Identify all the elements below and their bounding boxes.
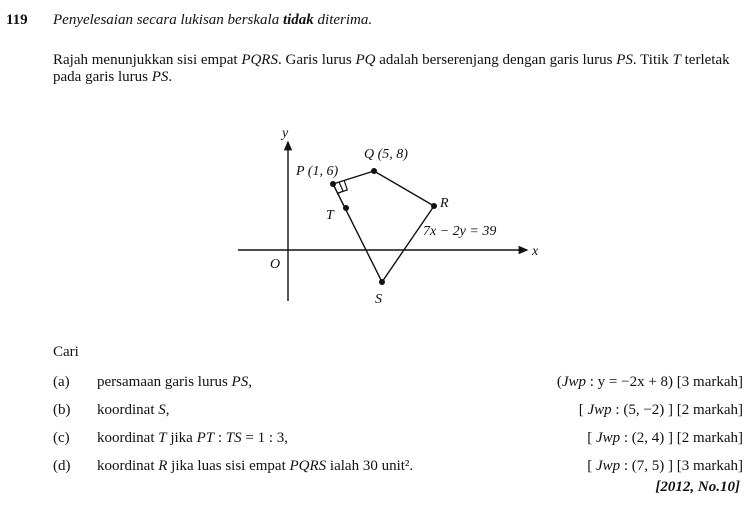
part-label: (a)	[53, 374, 70, 390]
text-run: : (2, 4) ] [2 markah]	[620, 430, 743, 446]
italic-term: Jwp	[561, 374, 586, 390]
italic-term: PQ	[355, 52, 376, 68]
text-run: koordinat	[97, 430, 159, 446]
italic-term: PS	[231, 374, 249, 390]
text-run: : (5, −2) ] [2 markah]	[611, 402, 743, 418]
part-label: (c)	[53, 430, 70, 446]
note-prefix: Penyelesaian secara lukisan berskala	[53, 12, 283, 28]
quadrilateral-diagram	[230, 120, 550, 315]
part-text	[97, 458, 413, 475]
italic-term: Jwp	[595, 430, 621, 446]
italic-term: T	[158, 430, 167, 446]
italic-term: PT	[196, 430, 215, 446]
label-r: R	[440, 196, 449, 211]
text-run: koordinat	[97, 402, 159, 418]
label-p: P (1, 6)	[296, 164, 339, 179]
x-axis-label: x	[532, 244, 539, 259]
text-run: koordinat	[97, 458, 159, 474]
text-run: : (7, 5) ] [3 markah]	[620, 458, 743, 474]
italic-term: PQRS	[289, 458, 327, 474]
italic-term: PS	[616, 52, 633, 68]
point-s	[379, 279, 385, 285]
line-equation-label: 7x − 2y = 39	[423, 224, 497, 239]
point-t	[343, 205, 349, 211]
part-answer	[557, 374, 743, 391]
italic-term: R	[158, 458, 168, 474]
part-label: (d)	[53, 458, 71, 474]
italic-term: TS	[225, 430, 242, 446]
part-answer	[587, 430, 743, 447]
label-q: Q (5, 8)	[364, 147, 408, 162]
part-a	[53, 374, 743, 392]
text-run: ,	[165, 402, 170, 418]
point-r	[431, 203, 437, 209]
text-run: .	[409, 458, 414, 474]
text-run: [	[578, 402, 588, 418]
part-text	[97, 374, 252, 391]
italic-term: S	[158, 402, 166, 418]
text-run: ialah 30 unit²	[326, 458, 410, 474]
text-run: adalah berserenjang dengan garis lurus	[375, 52, 617, 68]
cari-label: Cari	[53, 344, 79, 360]
text-run: (	[556, 374, 562, 390]
text-run: . Garis lurus	[277, 52, 356, 68]
italic-term: Jwp	[595, 458, 621, 474]
part-d	[53, 458, 743, 476]
text-run: .	[168, 69, 173, 85]
text-run: jika luas sisi empat	[167, 458, 290, 474]
part-text	[97, 402, 170, 419]
part-answer	[587, 458, 743, 475]
text-run: ,	[248, 374, 252, 390]
italic-term: PS	[151, 69, 169, 85]
instruction-note	[53, 12, 372, 29]
part-b	[53, 402, 743, 420]
quadrilateral-pqrs	[333, 171, 434, 282]
part-text	[97, 430, 288, 447]
exam-reference: [2012, No.10]	[655, 479, 740, 495]
part-label: (b)	[53, 402, 71, 418]
text-run: persamaan garis lurus	[97, 374, 232, 390]
text-run: jika	[166, 430, 197, 446]
question-number: 119	[6, 12, 28, 28]
text-run: :	[214, 430, 226, 446]
text-run: : y = −2x + 8) [3 markah]	[585, 374, 743, 390]
text-run: . Titik	[632, 52, 673, 68]
text-run: = 1 : 3,	[241, 430, 289, 446]
origin-label: O	[270, 257, 281, 272]
italic-term: T	[672, 52, 681, 68]
label-t: T	[326, 208, 334, 223]
text-run: [	[587, 458, 596, 474]
italic-term: Jwp	[587, 402, 612, 418]
part-answer	[579, 402, 743, 419]
italic-term: PQRS	[241, 52, 278, 68]
note-suffix: diterima.	[313, 12, 373, 28]
note-bold: tidak	[282, 12, 314, 28]
text-run: terletak pada garis lurus	[53, 52, 730, 85]
text-run: [	[587, 430, 596, 446]
question-intro	[53, 52, 743, 86]
point-p	[330, 181, 336, 187]
y-axis-label: y	[282, 126, 289, 141]
part-c	[53, 430, 743, 448]
point-q	[371, 168, 377, 174]
text-run: Rajah menunjukkan sisi empat	[53, 52, 242, 68]
label-s: S	[375, 292, 382, 307]
